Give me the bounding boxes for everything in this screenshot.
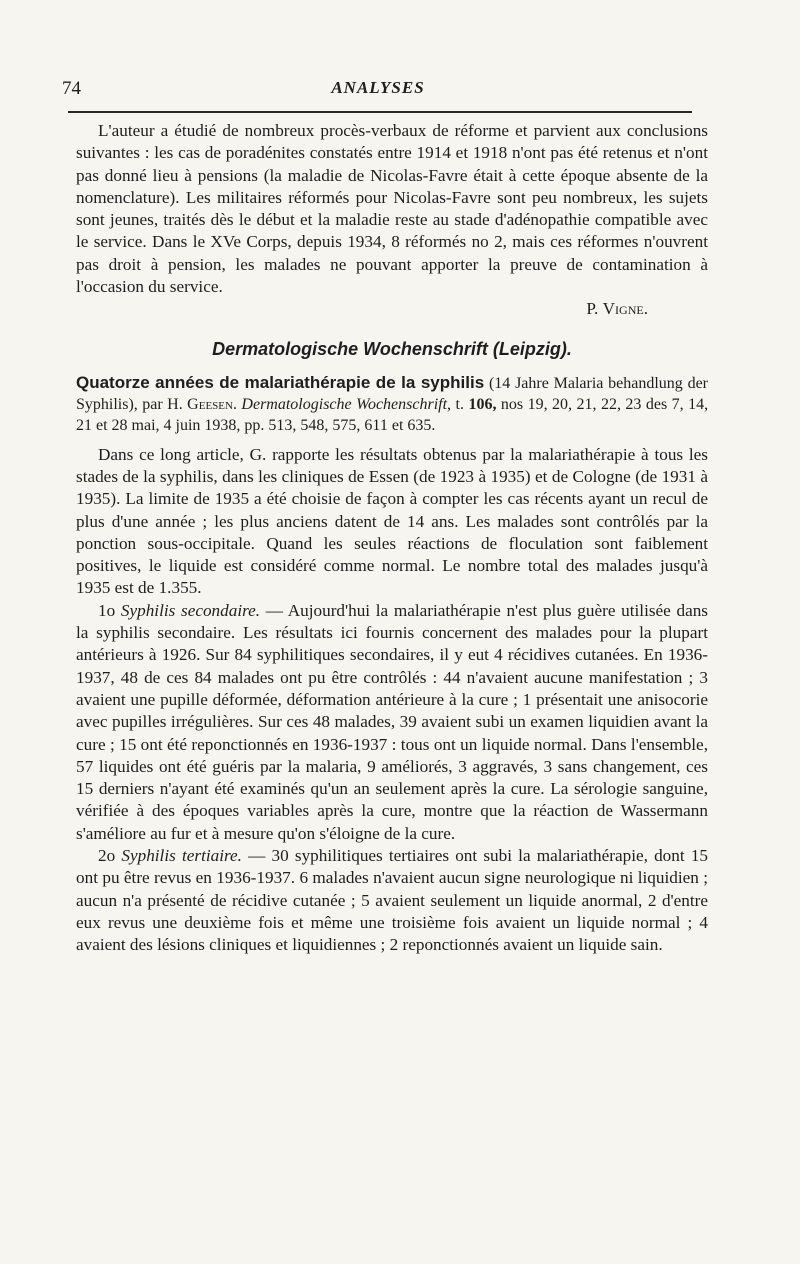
section-number: 1o <box>98 600 116 620</box>
journal-heading: Dermatologische Wochenschrift (Leipzig). <box>212 338 572 359</box>
article-volume: 106, <box>468 395 497 413</box>
signature-initial: P. <box>586 299 599 319</box>
section-heading-tertiary: Syphilis tertiaire. <box>121 846 242 866</box>
running-head <box>62 78 694 104</box>
text-body <box>76 120 708 957</box>
header-rule <box>68 111 692 113</box>
paragraph-secondary-syphilis <box>76 600 708 845</box>
running-title: ANALYSES <box>331 78 425 97</box>
article-volume-prefix: t. <box>455 395 464 413</box>
section-heading-secondary: Syphilis secondaire. <box>120 600 261 620</box>
signature-name: Vigne. <box>602 299 648 319</box>
article-header <box>76 372 708 436</box>
article-original-title: (14 Jahre Malaria behandlung der Syphilis), par <box>76 374 709 413</box>
section-number: 2o <box>98 846 116 866</box>
intro-paragraph: L'auteur a étudié de nombreux procès-verbaux de réforme et parvient aux conclusions suivantes : les cas de poradénites constatés entre 1914 et 1918 n'ont pas été retenus et n'ont pas donné lieu à pensions (la maladie de Nicolas-Favre était à cette époque absente de la nomenclature). Les militaires réformés pour Nicolas-Favre sont peu nombreux, les sujets sont jeunes, traités dès le début et la maladie reste au stade d'adénopathie compatible avec le service. Dans le XVe Corps, depuis 1934, 8 réformés no 2, mais ces réformes n'ouvrent pas droit à pension, les malades ne pouvant apporter la preuve de contamination à l'occasion du service. <box>76 121 708 297</box>
article-issues: nos 19, 20, 21, 22, 23 des 7, 14, 21 et 28 mai, 4 juin 1938, pp. 513, 548, 575, 611 et 635. <box>76 395 709 434</box>
signature <box>76 298 708 320</box>
article-title: Quatorze années de malariathérapie de la syphilis <box>76 372 485 392</box>
section-text-secondary: — Aujourd'hui la malariathérapie n'est plus guère utilisée dans la syphilis secondaire. Les résultats ici fournis concernent des malades pour la plupart antérieurs à 1926. Sur 84 syphilitiques secondaires, il y eut 4 récidives cutanées. En 1936-1937, 48 de ces 84 malades ont pu être contrôlés : 44 n'avaient aucune manifestation ; 3 avaient une pupille déformée, déformation antérieure à la cure ; 1 présentait une anisocorie avec pupilles irrégulières. Sur ces 48 malades, 39 avaient subi un examen liquidien avant la cure ; 15 ont été reponctionnés en 1936-1937 : tous ont un liquide normal. Dans l'ensemble, 57 liquides ont été guéris par la malaria, 9 améliorés, 3 aggravés, 3 sans changement, ces 15 derniers n'ayant été examinés qu'un an seulement après la cure. La sérologie sanguine, vérifiée à des époques variables après la cure, montre que la réaction de Wassermann s'améliore au fur et à mesure qu'on s'éloigne de la cure. <box>76 600 709 843</box>
paragraph-tertiary-syphilis <box>76 845 708 956</box>
paragraph-overview: Dans ce long article, G. rapporte les résultats obtenus par la malariathérapie à tous les stades de la syphilis, dans les cliniques de Essen (de 1923 à 1935) et de Cologne (de 1931 à 1935). La limite de 1935 a été choisie de façon à compter les cas récents ayant un recul de plus d'une année ; les plus anciens datent de 14 ans. Les malades sont contrôlés par la ponction sous-occipitale. Quand les seules réactions de floculation sont faiblement positives, le liquide est considéré comme normal. Le nombre total des malades jusqu'à 1935 est de 1.355. <box>76 444 708 598</box>
article-author: H. Geesen. <box>167 395 237 413</box>
article-journal: Dermatologische Wochenschrift, <box>241 395 452 413</box>
section-text-tertiary: — 30 syphilitiques tertiaires ont subi la malariathérapie, dont 15 ont pu être revus en 1936-1937. 6 malades n'avaient aucun signe neurologique ni liquidien ; aucun n'a présenté de récidive cutanée ; 5 avaient seulement un liquide anormal, 2 d'entre eux revus une deuxième fois et même une troisième fois avaient un liquide normal ; 4 avaient des lésions cliniques et liquidiennes ; 2 reponctionnés avaient un liquide sain. <box>76 846 709 955</box>
page-number: 74 <box>62 78 81 99</box>
